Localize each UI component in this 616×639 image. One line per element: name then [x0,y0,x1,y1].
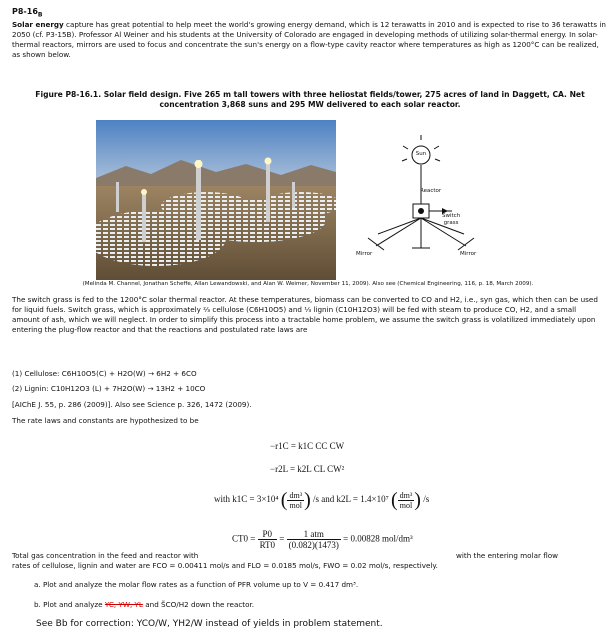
solar-field-photo [96,120,336,280]
struck-yields: YC, YW, YL [104,600,143,609]
total-gas-left: Total gas concentration in the feed and reactor with [12,551,199,560]
rate-intro: The rate laws and constants are hypothesized to be [12,416,199,425]
problem-id: $P8-16_B$ [12,7,43,19]
reference-line: [AIChE J. 55, p. 286 (2009)]. Also see Science p. 326, 1472 (2009). [12,400,252,409]
correction-note: See Bb for correction: YCO/W, YH2/W instead of yields in problem statement. [36,619,383,629]
rate-law-lignin: −r2L = k2L CL CW² [270,464,345,474]
figure-caption: Figure P8-16.1. Solar field design. Five 265 m tall towers with three heliostat fields/tower, 275 acres of land in Daggett, CA. Net concentration 3,868 suns and 295 MW delivered to each solar reactor. [35,90,585,109]
reactor-label: Reactor [420,188,442,194]
part-a: a. Plot and analyze the molar flow rates as a function of PFR volume up to V = 0.417 dm³. [34,580,359,589]
sun-label: Sun [415,151,427,157]
reaction-lignin: (2) Lignin: C10H12O3 (L) + 7H2O(W) → 13H2 + 10CO [12,384,206,393]
part-b: b. Plot and analyze YC, YW, YL and S̃CO/H2 down the reactor. [34,600,255,609]
reaction-cellulose: (1) Cellulose: C6H10O5(C) + H2O(W) → 6H2 + 6CO [12,369,197,378]
feed-rates: rates of cellulose, lignin and water are FCO = 0.00411 mol/s and FLO = 0.0185 mol/s, FWO = 0.02 mol/s, respectively. [12,561,438,570]
switch-grass-label: Switch grass [442,213,461,226]
rate-constants: with k1C = 3×10⁴ ( $\frac{\text{dm³}}{\text{mol}}$ ) /s and k2L = 1.4×10⁷ ( $\frac{\text{dm³}}{\text{mol}}$ ) /s [214,489,430,511]
ct0-equation: CT0 = $\frac{P0}{RT0}$ = $\frac{\text{1 atm}}{(0.082)(1473)}$ = 0.00828 mol/dm³ [232,529,413,550]
reactor-diagram [356,130,486,270]
intro-paragraph: Solar energy capture has great potential to help meet the world's growing energy demand, which is 12 terawatts in 2010 and is expected to rise to 36 terawatts in 2050 (cf. P3-15B). Professor Al Weiner and his students at the University of Colorado are engaged in developing methods of utilizing solar-thermal energy. In solar-thermal reactors, mirrors are used to focus and concentrate the sun's energy on a flow-type cavity reactor where temperatures as high as 1200°C can be realized, as shown below. [12,20,606,59]
figure-citation: (Melinda M. Channel, Jonathan Scheffe, Allan Lewandowski, and Alan W. Weimer, November 11, 2009). Also see (Chemical Engineering, 116, p. 18, March 2009). [82,281,534,287]
rate-law-cellulose: −r1C = k1C CC CW [270,441,345,451]
total-gas-right: with the entering molar flow [456,551,559,560]
mirror-right-label: Mirror [460,251,477,257]
paragraph-2: The switch grass is fed to the 1200°C solar thermal reactor. At these temperatures, biomass can be converted to CO and H2, i.e., syn gas, which then can be used for liquid fuels. Switch grass, which is approximately ⅔ cellulose (C6H10O5) and ⅓ lignin (C10H12O3) will be fed with steam to produce CO, H2, and a small amount of ash, which we will neglect. In order to simplify this process into a tractable home problem, we assume the switch grass is volatilized immediately upon entering the plug-flow reactor and that the reactions and postulated rate laws are [12,295,598,334]
mirror-left-label: Mirror [356,251,373,257]
